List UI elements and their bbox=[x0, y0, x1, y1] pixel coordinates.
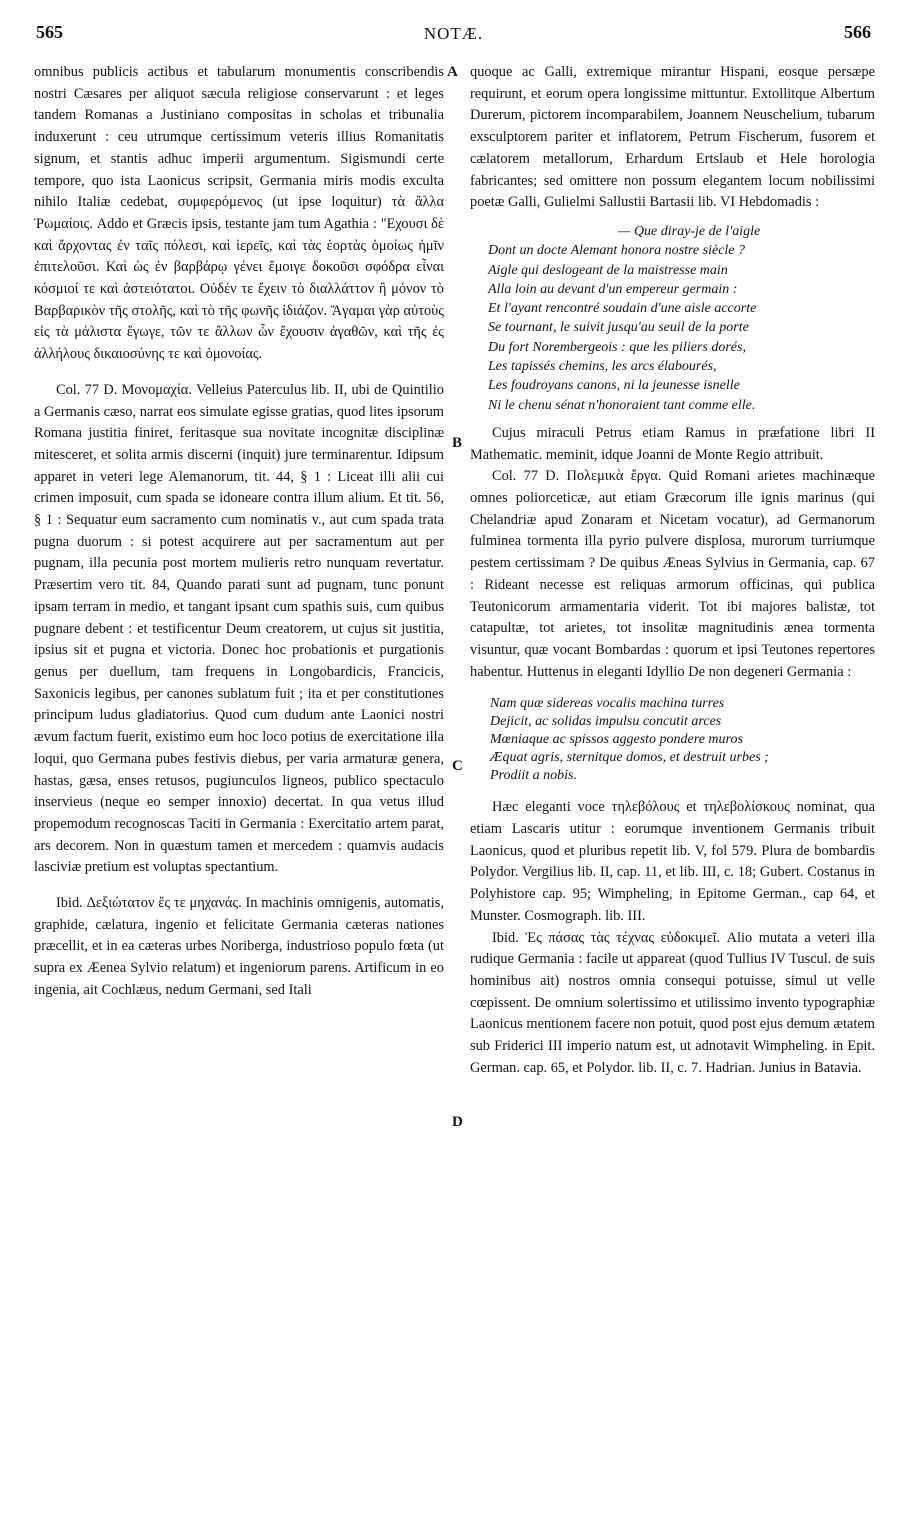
page-header bbox=[36, 22, 871, 52]
poem-line: Du fort Norembergeois : que les piliers dorés, bbox=[488, 339, 746, 355]
poem-line: Ni le chenu sénat n'honoraient tant comme elle. bbox=[488, 397, 756, 413]
poem-line: Se tournant, le suivit jusqu'au seuil de la porte bbox=[488, 320, 749, 336]
poem-line: — Que diray-je de l'aigle bbox=[618, 223, 761, 239]
left-column bbox=[34, 62, 444, 1002]
margin-letter-a: A bbox=[447, 64, 458, 80]
poem-line: Dejicit, ac solidas impulsu concutit arces bbox=[490, 714, 722, 730]
running-title: NOTÆ. bbox=[423, 24, 484, 43]
page-number-right: 566 bbox=[844, 22, 871, 42]
french-poem bbox=[488, 222, 875, 415]
margin-letter-c: C bbox=[452, 758, 463, 774]
right-paragraph-4: Hæc eleganti voce τηλεβόλους et τηλεβολίσκους nominat, qua etiam Lascaris utitur : eorumque inventionem Germanis tribuit Laonicus, quod et pluribus repetit lib. V, fol 579. Plura de bombardis Polydor. Vergilius lib. II, cap. 11, et lib. III, c. 18; Gubert. Costanus in Polyhistore cap. 95; Wimpheling, in Epitome German., cap 64, et Munster. Cosmograph. lib. III. bbox=[470, 799, 875, 924]
poem-line: Prodiit a nobis. bbox=[490, 768, 577, 784]
left-paragraph-3: Ibid. Δεξιώτατον ἔς τε μηχανάς. In machinis omnigenis, automatis, graphide, cælatura, ingenio et felicitate Germania cæteras nationes præcellit, et in ea cæteras urbes Noriberga, industrioso populo fœta (ut supra ex Æenea Sylvio relatum) et ingeniorum parens. Artificum in eo ingenia, ait Cochlæus, nedum Germani, sed Itali bbox=[34, 895, 444, 998]
poem-line: Nam quæ sidereas vocalis machina turres bbox=[490, 696, 725, 712]
poem-line: Aigle qui deslogeant de la maistresse main bbox=[488, 262, 728, 278]
left-paragraph-1: omnibus publicis actibus et tabularum monumentis conscribendis nostri Cæsares per aliquot sæcula religiose conservarunt : et leges tandem Romanas a Justiniano compositas in scholas et tribunalia induxerunt : ceu utrumque certissimum veteris illius Romanitatis signum, et stantis adhuc imperii argumentum. Sigismundi certe tempore, quo ista Laonicus scripsit, Germania miris modis exculta nihilo Italiæ cedebat, συμφερόμενος (ut ipse loquitur) τὰ ἄλλα Ῥωμαίοις. Addo et Græcis ipsis, testante jam tum Agathia : "Εχουσι δὲ καὶ ἄρχοντας ἐν ταῖς πόλεσι, καὶ ἱερεῖς, καὶ τὰς ἑορτὰς ὁμοίως ἡμῖν ἐπιτελοῦσι. Καὶ ὡς ἐν βαρβάρῳ γένει ἔμοιγε δοκοῦσι σφόδρα εἶναι κόσμιοί τε καὶ ἀστειότατοι. Οὐδέν τε ἔχειν τὸ διαλλάττον ἢ μόνον τὸ Βαρβαρικὸν τῆς στολῆς, καὶ τὸ τῆς φωνῆς ἰδιάζον. Ἄγαμαι γὰρ αὐτοὺς εἰς τὰ μάλιστα ἔγωγε, τῶν τε ἄλλων ὧν ἔχουσιν ἀγαθῶν, καὶ τῆς ἐς ἀλλήλους δικαιοσύνης τε καὶ ὁμονοίας. bbox=[34, 64, 444, 363]
poem-line: Les tapissés chemins, les arcs élabourés, bbox=[488, 359, 717, 374]
margin-letter-b: B bbox=[452, 435, 463, 451]
page-number-left: 565 bbox=[36, 22, 63, 42]
latin-poem bbox=[490, 695, 875, 785]
left-paragraph-2: Col. 77 D. Μονομαχία. Velleius Paterculus lib. II, ubi de Quintilio a Germanis cæso, narrat eos simulate egisse gratias, quod lites ipsorum Romana justitia finiret, feritasque sua novitate incognitæ disciplinæ mitesceret, et solita armis discerni (inquit) jure terminarentur. Idipsum apparet in veteri lege Alemanorum, tit. 44, § 1 : Liceat illi alii cui crimen imposuit, cum spada se idoneare contra illum alium. Et tit. 56, § 1 : Sequatur eum sacramento cum nominatis v., aut cum spada trata pugna duorum : si potest acquirere aut per sacramentum aut per pugnam, illa pecunia post mortem mulieris retro nunquam revertatur. Præsertim vero tit. 84, Quando parati sunt ad pugnam, tunc ponunt ipsam terram in medio, et tangant ipsant cum spathis suis, cum quibus pugnare debent : et testificentur Deum creatorem, ut cujus sit justitia, ipsius sit et pugna et victoria. Donec hoc probationis et purgationis genus per duellum, tam frequens in Longobardicis, Francicis, Saxonicis legibus, per canones sublatum fuit ; ita et per constitutiones principum ludus gladiatorius. Quod cum dudum ante Laonici nostri ævum factum fuerit, existimo eum hoc loco potius de exercitatione illa loqui, quo Germana pubes festivis diebus, per varia armaturæ genera, hastas, gæsa, enses retusos, pugiunculos ligneos, publico spectaculo inservieus (neque eo semper innoxio) decertat. In qua vetus illud propemodum recognoscas Taciti in Germania : Exercitatio artem parat, ars decorem. Non in quæstum tamen et mercedem : quamvis audacis lasciviæ pretium est voluptas spectantium. bbox=[34, 381, 444, 876]
poem-line: Æquat agris, sternitque domos, et destruit urbes ; bbox=[490, 750, 769, 766]
right-column bbox=[470, 62, 875, 1079]
margin-letter-d: D bbox=[452, 1114, 463, 1130]
poem-line: Et l'ayant rencontré soudain d'une aisle accorte bbox=[488, 301, 757, 317]
right-paragraph-2: Cujus miraculi Petrus etiam Ramus in præfatione libri II Mathematic. meminit, idque Joanni de Monte Regio attribuit. bbox=[470, 424, 875, 463]
poem-line: Alla loin au devant d'un empereur germain : bbox=[488, 281, 738, 297]
right-paragraph-1: quoque ac Galli, extremique mirantur Hispani, eosque persæpe requirunt, et eorum opera longissime mittuntur. Extollitque Albertum Durerum, pictorem incomparabilem, Joannem Neuschelium, tubarum exsculptorem pariter et inflatorem, Petrum Fischerum, fusorem et cælatorem metallorum, Erhardum Ertslaub et Hele horologia fabricantes; sed omittere non possum elegantem locum nobilissimi poetæ Galli, Gulielmi Sallustii Bartasii lib. VI Hebdomadis : bbox=[470, 64, 875, 211]
poem-line: Les foudroyans canons, ni la jeunesse isnelle bbox=[488, 378, 740, 394]
poem-line: Mœniaque ac spissos aggesto pondere muros bbox=[490, 732, 743, 748]
right-paragraph-5: Ibid. Ἐς πάσας τὰς τέχνας εὐδοκιμεῖ. Alio mutata a veteri illa rudique Germania : facile ut appareat (quod Tullius IV Tuscul. de suis hominibus ait) nostros omnia consequi potuisse, simul ut velle cœpissent. De omnium solertissimo et utilissimo invento typographiæ Laonicus mentionem facere non potuit, quod post ejus demum ætatem sub Friderici III imperio natum est, ut adnotavit Wimpheling. in Epit. German. cap. 65, et Polydor. lib. II, c. 7. Hadrian. Junius in Batavia. bbox=[470, 929, 875, 1076]
poem-line: Dont un docte Alemant honora nostre siècle ? bbox=[488, 243, 746, 259]
right-paragraph-3: Col. 77 D. Πολεμικὰ ἔργα. Quid Romani arietes machinæque omnes poliorceticæ, aut etiam Græcorum ille ignis marinus (qui Chelandriæ apud Zonaram et Nicetam vocatur), ad Germanorum fulminea tormenta illa pyrio pulvere displosa, murorum turriumque pestem certissimam ? De quibus Æneas Sylvius in Germania, cap. 67 : Rideant necesse est reliquas armorum officinas, qui publica Teutonicorum armamentaria viderit. Tot ibi majores balistæ, tot catapultæ, tot arietes, tot insolitæ magnitudinis ænea tormenta visuntur, quæ vocant Bombardas : quorum et ipsi Teutones repertores habentur. Huttenus in eleganti Idyllio De non degeneri Germania : bbox=[470, 468, 875, 680]
